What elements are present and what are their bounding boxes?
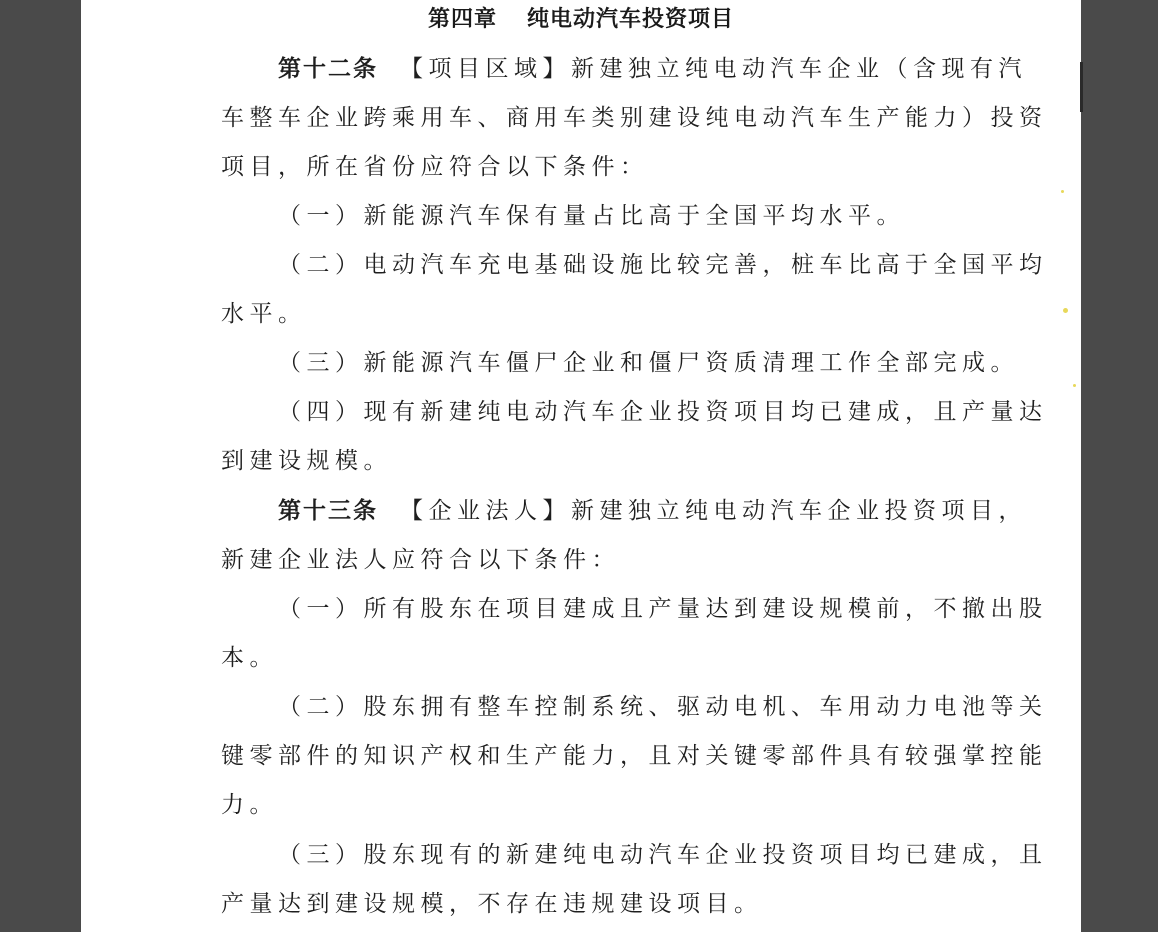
article-12-line-2: 车整车企业跨乘用车、商用车类别建设纯电动汽车生产能力）投资 [221,105,1048,131]
chapter-number: 第四章 [427,7,497,32]
article-12-label: 第十二条 [278,56,378,82]
article-12-item-2-line-1: （二）电动汽车充电基础设施比较完善，桩车比高于全国平均 [278,252,1048,278]
article-13-item-1-line-2: 本。 [221,645,278,671]
article-13-line-2: 新建企业法人应符合以下条件： [221,547,620,573]
article-12-line-1: 【项目区域】新建独立纯电动汽车企业（含现有汽 [400,56,1027,82]
article-13-item-3-line-1: （三）股东现有的新建纯电动汽车企业投资项目均已建成，且 [278,842,1048,868]
chapter-title: 纯电动汽车投资项目 [527,7,735,32]
article-13-item-1-line-1: （一）所有股东在项目建成且产量达到建设规模前，不撤出股 [278,596,1048,622]
article-13-label: 第十三条 [278,498,378,524]
article-13-item-3-line-2: 产量达到建设规模，不存在违规建设项目。 [221,891,763,917]
article-12-line-3: 项目，所在省份应符合以下条件： [221,154,649,180]
article-13-item-2-line-3: 力。 [221,792,278,818]
article-12-item-2-line-2: 水平。 [221,301,307,327]
page-edge-marker [1080,62,1083,112]
article-13-line-1: 【企业法人】新建独立纯电动汽车企业投资项目， [400,498,1027,524]
scan-speck [1063,308,1068,313]
article-12-item-4-line-2: 到建设规模。 [221,448,392,474]
scan-speck [1073,384,1076,387]
article-12-item-3: （三）新能源汽车僵尸企业和僵尸资质清理工作全部完成。 [278,350,1019,376]
article-13-item-2-line-1: （二）股东拥有整车控制系统、驱动电机、车用动力电池等关 [278,694,1048,720]
scan-speck [1061,190,1064,193]
chapter-heading [81,5,1081,35]
article-12-heading-line [278,54,1027,84]
article-13-heading-line [278,496,1027,526]
article-12-item-1: （一）新能源汽车保有量占比高于全国平均水平。 [278,203,905,229]
article-12-item-4-line-1: （四）现有新建纯电动汽车企业投资项目均已建成，且产量达 [278,399,1048,425]
article-13-item-2-line-2: 键零部件的知识产权和生产能力，且对关键零部件具有较强掌控能 [221,743,1048,769]
document-page [81,0,1081,932]
